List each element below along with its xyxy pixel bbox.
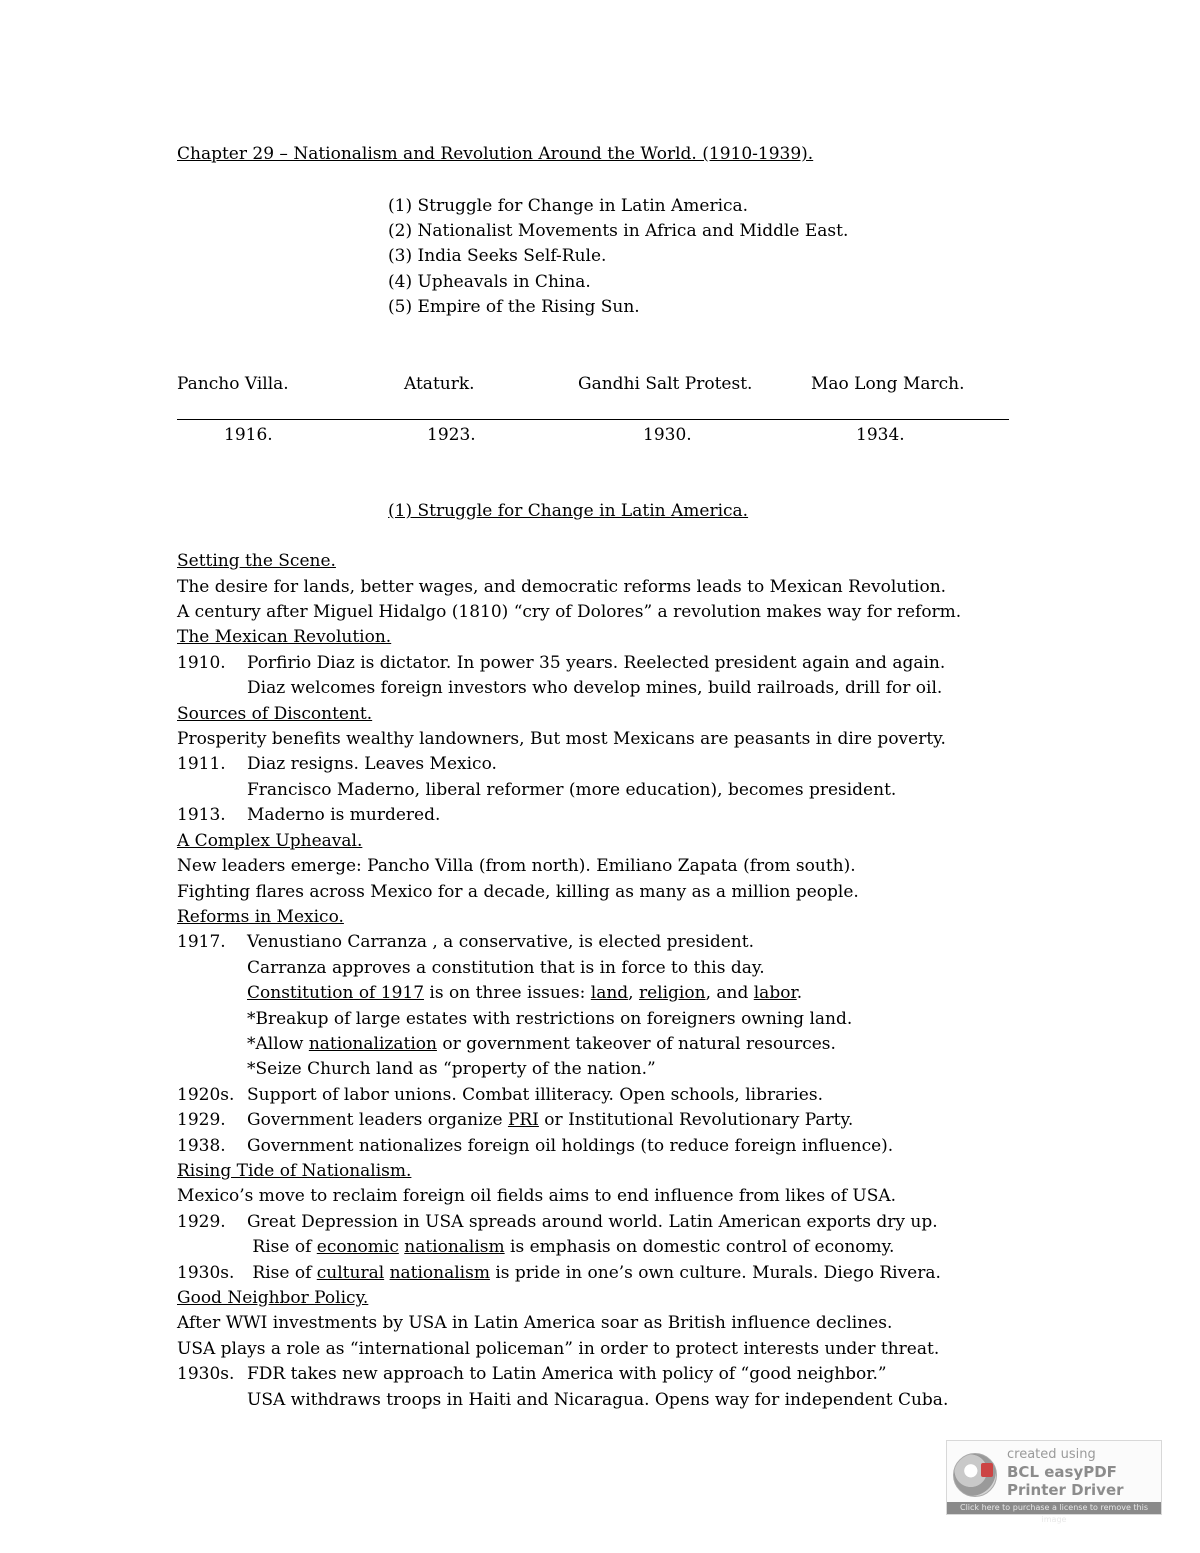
note-text: is on three issues: [424, 983, 591, 1003]
timeline-rule [177, 419, 1009, 420]
note-line: USA plays a role as “international policeman” in order to protect interests under threat. [177, 1339, 940, 1359]
badge-product: BCL easyPDF [1007, 1463, 1117, 1481]
timeline-year: 1934. [856, 425, 905, 445]
dated-line [177, 1108, 1037, 1133]
toc-item: (2) Nationalist Movements in Africa and Middle East. [388, 221, 849, 241]
subheading: A Complex Upheaval. [177, 831, 363, 851]
indented-line [177, 1235, 1037, 1260]
timeline-event: Gandhi Salt Protest. [578, 374, 753, 394]
underlined-term: economic [316, 1237, 399, 1257]
indented-line [177, 981, 1037, 1006]
note-text: Diaz welcomes foreign investors who develop mines, build railroads, drill for oil. [247, 678, 943, 698]
underlined-term: Constitution of 1917 [247, 983, 425, 1003]
year-label: 1910. [177, 653, 226, 673]
underlined-term: PRI [507, 1110, 539, 1130]
note-text: Support of labor unions. Combat illiteracy. Open schools, libraries. [247, 1085, 823, 1105]
chapter-title: Chapter 29 – Nationalism and Revolution Around the World. (1910-1939). [177, 144, 814, 164]
timeline-event: Mao Long March. [811, 374, 965, 394]
subheading: Setting the Scene. [177, 551, 336, 571]
note-line: New leaders emerge: Pancho Villa (from north). Emiliano Zapata (from south). [177, 856, 856, 876]
indented-line [177, 1057, 1037, 1082]
dated-line [177, 803, 1037, 828]
note-text: Maderno is murdered. [247, 805, 441, 825]
note-line: Mexico’s move to reclaim foreign oil fields aims to end influence from likes of USA. [177, 1186, 897, 1206]
year-label: 1929. [177, 1110, 226, 1130]
note-text: *Seize Church land as “property of the nation.” [247, 1059, 656, 1079]
underlined-term: nationalism [389, 1263, 490, 1283]
badge-caption: created using [1007, 1447, 1096, 1462]
section-title: (1) Struggle for Change in Latin America. [388, 501, 749, 521]
note-text: Rise of [247, 1237, 317, 1257]
indented-line [177, 1388, 1037, 1413]
note-text: FDR takes new approach to Latin America with policy of “good neighbor.” [247, 1364, 887, 1384]
note-text: or Institutional Revolutionary Party. [538, 1110, 854, 1130]
timeline-year: 1923. [427, 425, 476, 445]
toc-item: (3) India Seeks Self-Rule. [388, 246, 607, 266]
dated-line [177, 1083, 1037, 1108]
year-label: 1911. [177, 754, 226, 774]
dated-line [177, 1134, 1037, 1159]
note-text: Government nationalizes foreign oil holdings (to reduce foreign influence). [247, 1136, 894, 1156]
underlined-term: cultural [316, 1263, 385, 1283]
dated-line [177, 651, 1037, 676]
indented-line [177, 676, 1037, 701]
timeline-event: Pancho Villa. [177, 374, 289, 394]
indented-line [177, 1007, 1037, 1032]
subheading: The Mexican Revolution. [177, 627, 392, 647]
dated-line [177, 1362, 1037, 1387]
note-text: *Allow [247, 1034, 309, 1054]
note-text: Rise of [247, 1263, 317, 1283]
note-text: Government leaders organize [247, 1110, 508, 1130]
note-text: Diaz resigns. Leaves Mexico. [247, 754, 497, 774]
note-text: Great Depression in USA spreads around world. Latin American exports dry up. [247, 1212, 938, 1232]
subheading: Rising Tide of Nationalism. [177, 1161, 412, 1181]
note-text: Francisco Maderno, liberal reformer (more education), becomes president. [247, 780, 897, 800]
underlined-term: nationalization [308, 1034, 437, 1054]
note-line: The desire for lands, better wages, and democratic reforms leads to Mexican Revolution. [177, 577, 947, 597]
note-line: Fighting flares across Mexico for a decade, killing as many as a million people. [177, 882, 859, 902]
subheading: Reforms in Mexico. [177, 907, 344, 927]
note-text: Venustiano Carranza , a conservative, is elected president. [247, 932, 754, 952]
note-line: Prosperity benefits wealthy landowners, But most Mexicans are peasants in dire poverty. [177, 729, 946, 749]
indented-line [177, 778, 1037, 803]
subheading: Sources of Discontent. [177, 704, 373, 724]
timeline-event: Ataturk. [404, 374, 475, 394]
toc-item: (1) Struggle for Change in Latin America. [388, 196, 749, 216]
timeline-year: 1916. [224, 425, 273, 445]
year-label: 1930s. [177, 1364, 235, 1384]
note-text: . [796, 983, 803, 1003]
dated-line [177, 930, 1037, 955]
note-text: is emphasis on domestic control of economy. [504, 1237, 895, 1257]
note-text: is pride in one’s own culture. Murals. Diego Rivera. [489, 1263, 941, 1283]
year-label: 1917. [177, 932, 226, 952]
note-text: *Breakup of large estates with restrictions on foreigners owning land. [247, 1009, 853, 1029]
year-label: 1930s. [177, 1263, 235, 1283]
printer-logo-icon [981, 1463, 993, 1477]
badge-product-sub: Printer Driver [1007, 1481, 1124, 1499]
dated-line [177, 1261, 1037, 1286]
underlined-term: land [590, 983, 629, 1003]
underlined-term: labor [753, 983, 797, 1003]
underlined-term: religion [638, 983, 706, 1003]
indented-line [177, 956, 1037, 981]
dated-line [177, 752, 1037, 777]
subheading: Good Neighbor Policy. [177, 1288, 369, 1308]
pdf-printer-badge[interactable] [946, 1440, 1162, 1524]
toc-item: (4) Upheavals in China. [388, 272, 591, 292]
underlined-term: nationalism [404, 1237, 505, 1257]
year-label: 1929. [177, 1212, 226, 1232]
dated-line [177, 1210, 1037, 1235]
timeline-year: 1930. [643, 425, 692, 445]
note-text: Porfirio Diaz is dictator. In power 35 years. Reelected president again and again. [247, 653, 946, 673]
note-text: , [628, 983, 639, 1003]
year-label: 1913. [177, 805, 226, 825]
toc-item: (5) Empire of the Rising Sun. [388, 297, 640, 317]
note-text: Carranza approves a constitution that is in force to this day. [247, 958, 765, 978]
indented-line [177, 1032, 1037, 1057]
note-text: , and [705, 983, 754, 1003]
year-label: 1920s. [177, 1085, 235, 1105]
note-line: After WWI investments by USA in Latin America soar as British influence declines. [177, 1313, 893, 1333]
note-line: A century after Miguel Hidalgo (1810) “cry of Dolores” a revolution makes way for reform. [177, 602, 962, 622]
note-text: USA withdraws troops in Haiti and Nicaragua. Opens way for independent Cuba. [247, 1390, 949, 1410]
note-text: or government takeover of natural resources. [436, 1034, 836, 1054]
badge-purchase-strip[interactable]: Click here to purchase a license to remove this image [947, 1502, 1161, 1514]
year-label: 1938. [177, 1136, 226, 1156]
